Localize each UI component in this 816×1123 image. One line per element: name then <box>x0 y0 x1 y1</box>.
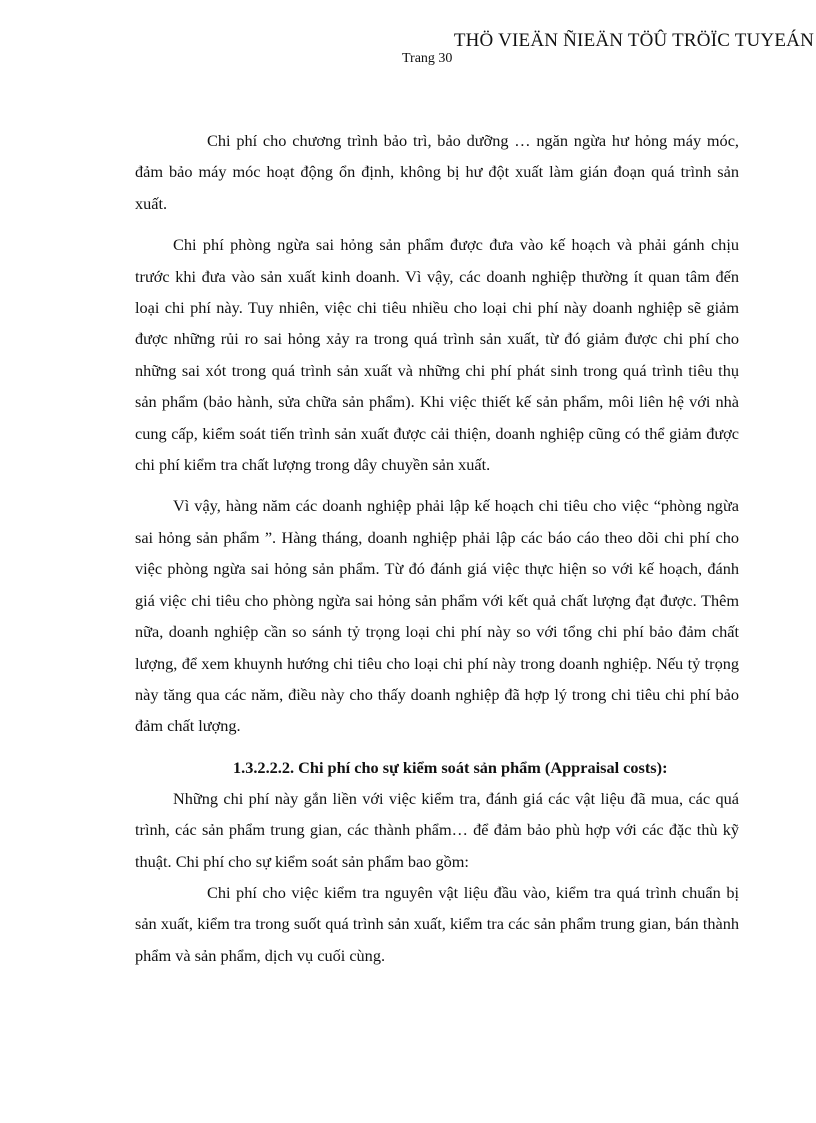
paragraph-appraisal-intro: Những chi phí này gắn liền với việc kiểm tra, đánh giá các vật liệu đã mua, các quá trình, các sản phẩm trung gian, các thành phẩm… để đảm bảo phù hợp với các đặc thù kỹ thuật. Chi phí cho sự kiểm soát sản phẩm bao gồm: <box>135 788 739 871</box>
page-number: Trang 30 <box>402 51 453 66</box>
section-heading: 1.3.2.2.2. Chi phí cho sự kiểm soát sản phẩm (Appraisal costs): <box>233 757 668 777</box>
paragraph-prevention-costs: Chi phí phòng ngừa sai hỏng sản phẩm được đưa vào kế hoạch và phải gánh chịu trước khi đưa vào sản xuất kinh doanh. Vì vậy, các doanh nghiệp thường ít quan tâm đến loại chi phí này. Tuy nhiên, việc chi tiêu nhiều cho loại chi phí này doanh nghiệp sẽ giảm được những rủi ro sai hỏng xảy ra trong quá trình sản xuất, từ đó giảm được chi phí cho những sai xót trong quá trình sản xuất và những chi phí phát sinh trong quá trình tiêu thụ sản phẩm (bảo hành, sửa chữa sản phẩm). Khi việc thiết kế sản phẩm, môi liên hệ với nhà cung cấp, kiểm soát tiến trình sản xuất được cải thiện, doanh nghiệp cũng có thể giảm được chi phí kiểm tra chất lượng trong dây chuyền sản xuất. <box>135 235 739 475</box>
paragraph-appraisal-inspection: Chi phí cho việc kiểm tra nguyên vật liệu đầu vào, kiểm tra quá trình chuẩn bị sản xuất, kiểm tra trong suốt quá trình sản xuất, kiểm tra các sản phẩm trung gian, bán thành phẩm và sản phẩm, dịch vụ cuối cùng. <box>135 882 739 965</box>
paragraph-annual-planning: Vì vậy, hàng năm các doanh nghiệp phải lập kế hoạch chi tiêu cho việc “phòng ngừa sai hỏng sản phẩm ”. Hàng tháng, doanh nghiệp phải lập các báo cáo theo dõi chi phí cho việc phòng ngừa sai hỏng sản phẩm. Từ đó đánh giá việc thực hiện so với kế hoạch, đánh giá việc chi tiêu cho phòng ngừa sai hỏng sản phẩm với kết quả chất lượng đạt được. Thêm nữa, doanh nghiệp cần so sánh tỷ trọng loại chi phí này so với tổng chi phí bảo đảm chất lượng, để xem khuynh hướng chi tiêu cho loại chi phí này trong doanh nghiệp. Nếu tỷ trọng này tăng qua các năm, điều này cho thấy doanh nghiệp đã hợp lý trong chi tiêu chi phí bảo đảm chất lượng. <box>135 496 739 736</box>
paragraph-maintenance-costs: Chi phí cho chương trình bảo trì, bảo dưỡng … ngăn ngừa hư hỏng máy móc, đảm bảo máy móc hoạt động ổn định, không bị hư đột xuất làm gián đoạn quá trình sản xuất. <box>135 131 739 213</box>
site-title: THÖ VIEÄN ÑIEÄN TÖÛ TRÖÏC TUYEÁN <box>453 30 814 51</box>
document-body <box>135 125 739 981</box>
